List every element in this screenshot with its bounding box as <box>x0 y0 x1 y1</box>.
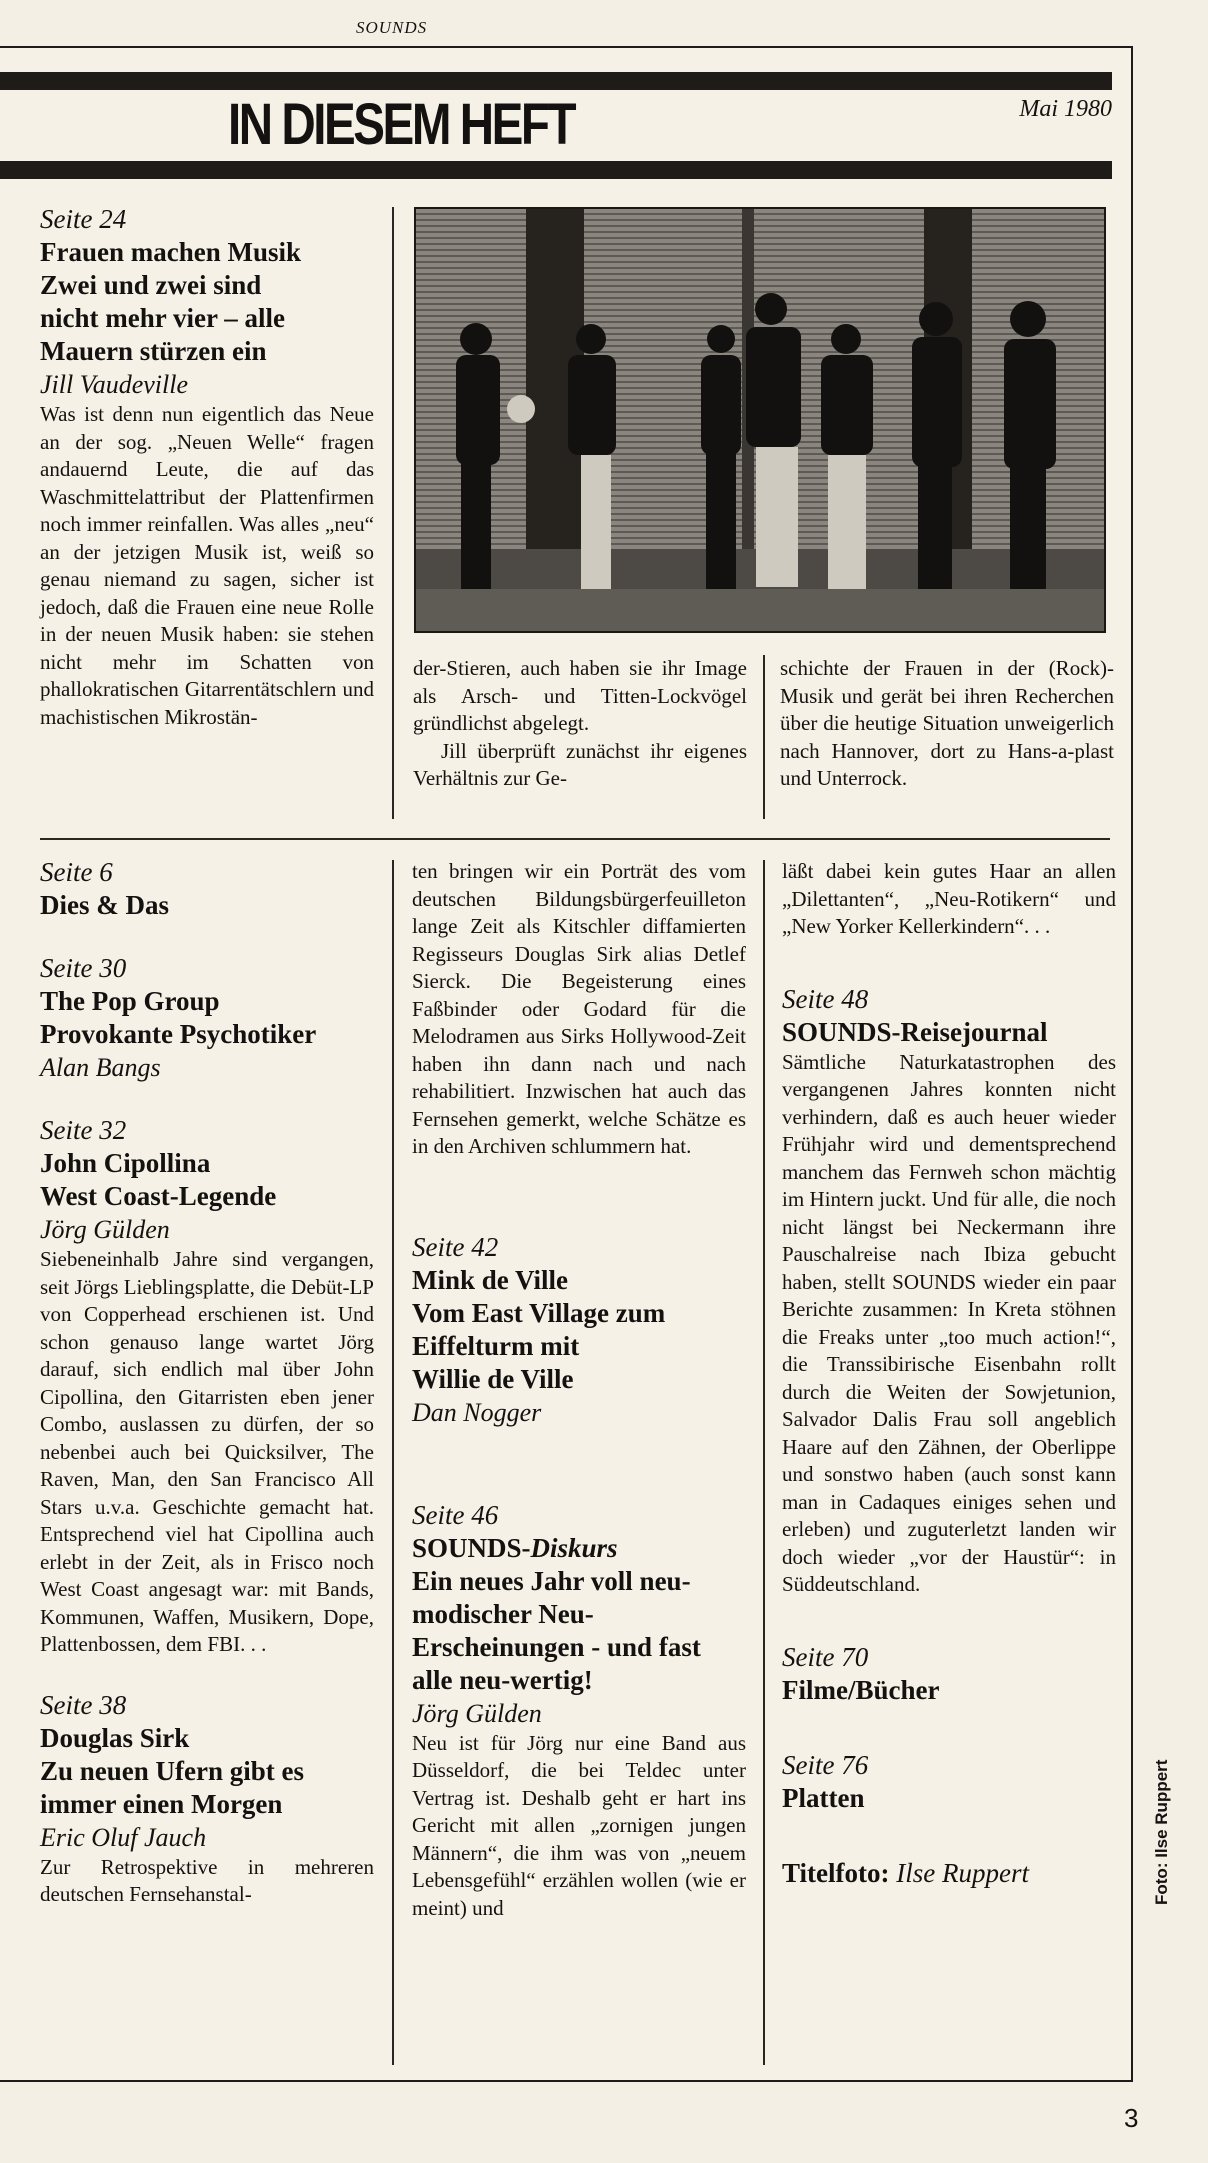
headline-line: immer einen Morgen <box>40 1788 283 1819</box>
author: Jörg Gülden <box>412 1698 542 1728</box>
running-head: SOUNDS <box>356 18 428 37</box>
cover-photo-name: Ilse Ruppert <box>896 1857 1029 1888</box>
body-text: läßt dabei kein gutes Haar an allen „Dilettanten“, „Neu-Rotikern“ und „New Yorker Kellerkindern“. . . <box>782 859 1116 938</box>
author: Jörg Gülden <box>40 1215 170 1244</box>
headline-brand-italic: Diskurs <box>530 1532 618 1563</box>
headline-line: nicht mehr vier – alle <box>40 303 285 333</box>
section-divider <box>40 838 1110 840</box>
page-ref: Seite 30 <box>40 953 127 983</box>
masthead-rule-bottom <box>0 161 1112 179</box>
page-ref: Seite 70 <box>782 1641 869 1672</box>
body-text: der-Stieren, auch haben sie ihr Image als Arsch- und Titten-Lockvögel gründlichst abgelegt. <box>413 656 747 735</box>
headline-line: Zu neuen Ufern gibt es <box>40 1755 305 1786</box>
headline-line: Mink de Ville <box>412 1264 569 1295</box>
page-ref: Seite 6 <box>40 857 113 887</box>
page-ref: Seite 42 <box>412 1231 499 1262</box>
headline-line: alle neu-wertig! <box>412 1664 593 1695</box>
headline-line: West Coast-Legende <box>40 1181 277 1211</box>
author: Dan Nogger <box>412 1397 542 1427</box>
page-ref: Seite 24 <box>40 204 127 234</box>
cover-photo-label: Titelfoto: <box>782 1857 897 1888</box>
headline-line: The Pop Group <box>40 986 220 1016</box>
headline-line: Provokante Psychotiker <box>40 1019 317 1049</box>
feature-column-3 <box>780 655 1114 793</box>
headline-line: Platten <box>782 1782 865 1813</box>
headline-line: Eiffelturm mit <box>412 1330 580 1361</box>
headline-line <box>412 1532 746 1565</box>
contents-column-3 <box>782 858 1116 1890</box>
column-divider <box>392 860 394 2065</box>
body-text: Siebeneinhalb Jahre sind vergangen, seit Jörgs Lieblingsplatte, die Debüt-LP von Copperhead erschienen ist. Und schon genauso lange wartet Jörg darauf, sich endlich mal über John Cipollina, den Gitarristen eben jener Combo, auslassen zu dürfen, der so nebenbei auch bei Quicksilver, The Raven, Man, den San Francisco All Stars u.v.a. Geschichte gemacht hat. Entsprechend viel hat Cipollina auch erlebt in der Zeit, als in Frisco noch West Coast angesagt war: mit Bands, Kommunen, Waffen, Musikern, Dope, Plattenbossen, dem FBI. . . <box>40 1247 374 1656</box>
headline-line: Zwei und zwei sind <box>40 270 262 300</box>
page-ref: Seite 76 <box>782 1749 869 1780</box>
page-number: 3 <box>1124 2103 1139 2133</box>
headline-brand: SOUNDS- <box>412 1532 531 1563</box>
masthead-rule-top <box>0 72 1112 90</box>
column-divider <box>392 207 394 819</box>
body-text: Jill überprüft zunächst ihr eigenes Verhältnis zur Ge- <box>413 738 747 790</box>
headline-line: Erscheinungen - und fast <box>412 1631 701 1662</box>
feature-column-1 <box>40 203 374 731</box>
body-text: Was ist denn nun eigentlich das Neue an der sog. „Neuen Welle“ fragen andauernd Leute, die auf das Waschmittelattribut der Plattenfirmen noch immer reinfallen. Was alles „neu“ an der jetzigen Musik ist, weiß so genau niemand zu sagen, sicher ist jedoch, daß die Frauen eine neue Rolle in der neuen Musik haben: sie stehen nicht mehr im Schatten von phallokratischen Gitarrentätschlern und machistischen Mikrostän- <box>40 402 374 729</box>
body-text: Zur Retrospektive in mehreren deutschen Fernsehanstal- <box>40 1854 374 1906</box>
headline-line: Douglas Sirk <box>40 1722 190 1753</box>
contents-column-2 <box>412 858 746 1922</box>
author: Jill Vaudeville <box>40 370 189 399</box>
headline-line: Willie de Ville <box>412 1363 574 1394</box>
issue-date: Mai 1980 <box>1019 96 1112 122</box>
page-ref: Seite 32 <box>40 1115 127 1145</box>
band-photo <box>414 207 1106 633</box>
headline-line: modischer Neu- <box>412 1598 594 1629</box>
body-text: schichte der Frauen in der (Rock)-Musik und gerät bei ihren Recherchen über die heutige Situation unweigerlich nach Hannover, dort zu Hans-a-plast und Unterrock. <box>780 656 1114 790</box>
cover-photo-credit <box>782 1857 1116 1890</box>
page-ref: Seite 48 <box>782 983 869 1014</box>
headline-line: Vom East Village zum <box>412 1297 666 1328</box>
page-ref: Seite 46 <box>412 1499 499 1530</box>
headline-line: Filme/Bücher <box>782 1674 940 1705</box>
body-text: Sämtliche Naturkatastrophen des vergangenen Jahres konnten nicht verhindern, daß es auch heuer wieder Frühjahr wird und dementsprechend manchem das Fernweh schon mächtig im Hintern juckt. Und für alle, die noch nicht längst bei Neckermann ihre Pauschalreise nach Ibiza gebucht haben, stellt SOUNDS wieder ein paar Berichte zusammen: In Kreta stöhnen die Freaks unter „too much action!“, die Transsibirische Eisenbahn rollt durch die Weiten der Sowjetunion, Salvador Dalis Frau soll angeblich Haare auf den Zähnen, der Oberlippe und sonstwo haben (auch sonst kann man in Cadaques einiges sehen und erleben) und zuguterletzt landen wir doch wieder „vor der Haustür“: in Süddeutschland. <box>782 1049 1116 1596</box>
band-photo-image <box>416 209 1104 631</box>
column-divider <box>763 655 765 819</box>
column-divider <box>763 860 765 2065</box>
headline-line: Dies & Das <box>40 890 169 920</box>
headline-line: SOUNDS-Reisejournal <box>782 1016 1048 1047</box>
masthead-title: IN DIESEM HEFT <box>228 92 575 157</box>
body-text: Neu ist für Jörg nur eine Band aus Düsseldorf, die bei Teldec unter Vertrag ist. Deshalb geht er hart ins Gericht mit allen „zornigen jungen Männern“, die ihm was von „neuem Lebensgefühl“ erzählen wollen (wie er meint) und <box>412 1730 746 1920</box>
headline-line: John Cipollina <box>40 1148 211 1178</box>
author: Alan Bangs <box>40 1053 161 1082</box>
body-text: ten bringen wir ein Porträt des vom deutschen Bildungsbürgerfeuilleton lange Zeit als Kitschler diffamierten Regisseurs Douglas Sirk alias Detlef Sierck. Die Begeisterung eines Faßbinder oder Godard für die Melodramen aus Sirks Hollywood-Zeit haben ihn dann nach und nach rehabilitiert. Inzwischen hat auch das Fernsehen gemerkt, welche Schätze es in den Archiven schlummern hat. <box>412 859 746 1158</box>
contents-column-1 <box>40 856 374 1909</box>
author: Eric Oluf Jauch <box>40 1822 207 1852</box>
headline-line: Mauern stürzen ein <box>40 336 267 366</box>
headline-line: Ein neues Jahr voll neu- <box>412 1565 691 1596</box>
photo-credit: Foto: Ilse Ruppert <box>1152 1759 1171 1905</box>
headline-line: Frauen machen Musik <box>40 237 302 267</box>
feature-column-2 <box>413 655 747 793</box>
page-ref: Seite 38 <box>40 1689 127 1720</box>
